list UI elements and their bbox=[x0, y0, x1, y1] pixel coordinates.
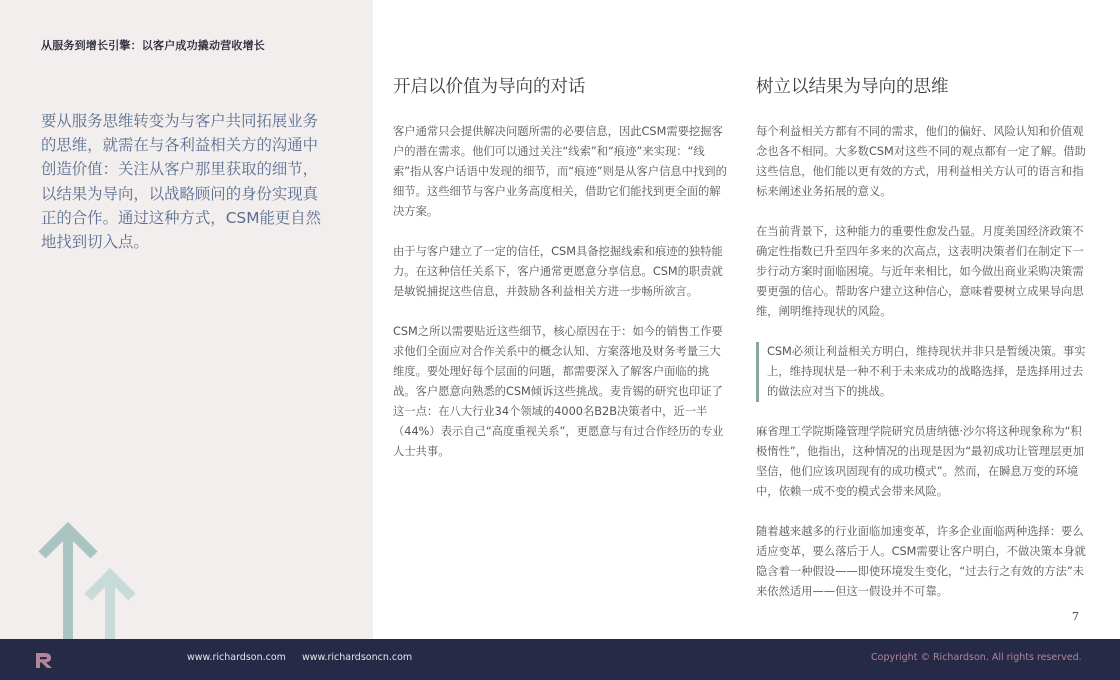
paragraph: CSM之所以需要贴近这些细节，核心原因在于：如今的销售工作要求他们全面应对合作关系中的概念认知、方案落地及财务考量三大维度。要处理好每个层面的问题，都需要深入了解客户面临的挑战。客户愿意向熟悉的CSM倾诉这些挑战。麦肯锡的研究也印证了这一点：在八大行业34个领域的4000名B2B决策者中，近一半（44%）表示自己“高度重视关系”，更愿意与有过合作经历的专业人士共事。 bbox=[393, 325, 724, 458]
left-column bbox=[393, 74, 727, 482]
section-heading: 开启以价值为导向的对话 bbox=[393, 77, 586, 97]
growth-arrows-icon bbox=[30, 515, 150, 639]
richardson-logo-icon bbox=[34, 650, 54, 670]
section-heading: 树立以结果为导向的思维 bbox=[756, 77, 949, 97]
paragraph: 客户通常只会提供解决问题所需的必要信息，因此CSM需要挖掘客户的潜在需求。他们可以通过关注“线索”和“痕迹”来实现：“线索”指从客户话语中发现的细节，而“痕迹”则是从客户信息中找到的细节。这些细节与客户业务高度相关，借助它们能找到更全面的解决方案。 bbox=[393, 125, 727, 218]
paragraph: 由于与客户建立了一定的信任，CSM具备挖掘线索和痕迹的独特能力。在这种信任关系下，客户通常更愿意分享信息。CSM的职责就是敏锐捕捉这些信息，并鼓励各利益相关方进一步畅所欲言。 bbox=[393, 245, 723, 298]
highlight-quote: CSM必须让利益相关方明白，维持现状并非只是暂缓决策。事实上，维持现状是一种不利于未来成功的战略选择，是选择用过去的做法应对当下的挑战。 bbox=[756, 342, 1090, 402]
sidebar-panel bbox=[0, 0, 373, 639]
footer-bar bbox=[0, 639, 1120, 680]
paragraph: 在当前背景下，这种能力的重要性愈发凸显。月度美国经济政策不确定性指数已升至四年多来的次高点，这表明决策者们在制定下一步行动方案时面临困境。与近年来相比，如今做出商业采购决策需要更强的信心。帮助客户建立这种信心，意味着要树立成果导向思维，阐明维持现状的风险。 bbox=[756, 225, 1084, 318]
document-title: 从服务到增长引擎：以客户成功撬动营收增长 bbox=[41, 39, 265, 52]
right-column bbox=[756, 74, 1090, 622]
paragraph: 麻省理工学院斯隆管理学院研究员唐纳德·沙尔将这种现象称为“积极惰性”，他指出，这种情况的出现是因为“最初成功让管理层更加坚信，他们应该巩固现有的成功模式”。然而，在瞬息万变的环境中，依赖一成不变的模式会带来风险。 bbox=[756, 425, 1085, 498]
paragraph: 每个利益相关方都有不同的需求，他们的偏好、风险认知和价值观念也各不相同。大多数CSM对这些不同的观点都有一定了解。借助这些信息，他们能以更有效的方式，用利益相关方认可的语言和指标来阐述业务拓展的意义。 bbox=[756, 125, 1086, 198]
website-link-global[interactable]: www.richardson.com bbox=[187, 652, 286, 663]
paragraph: 随着越来越多的行业面临加速变革，许多企业面临两种选择：要么适应变革，要么落后于人。CSM需要让客户明白，不做决策本身就隐含着一种假设——即使环境发生变化，“过去行之有效的方法”未来依然适用——但这一假设并不可靠。 bbox=[756, 525, 1086, 598]
pull-quote: 要从服务思维转变为与客户共同拓展业务的思维，就需在与各利益相关方的沟通中创造价值：关注从客户那里获取的细节，以结果为导向，以战略顾问的身份实现真正的合作。通过这种方式，CSM能更自然地找到切入点。 bbox=[41, 112, 322, 252]
website-link-china[interactable]: www.richardsoncn.com bbox=[302, 652, 413, 663]
copyright-text: Copyright © Richardson. All rights reserved. bbox=[871, 652, 1082, 663]
page-number: 7 bbox=[1072, 610, 1079, 623]
